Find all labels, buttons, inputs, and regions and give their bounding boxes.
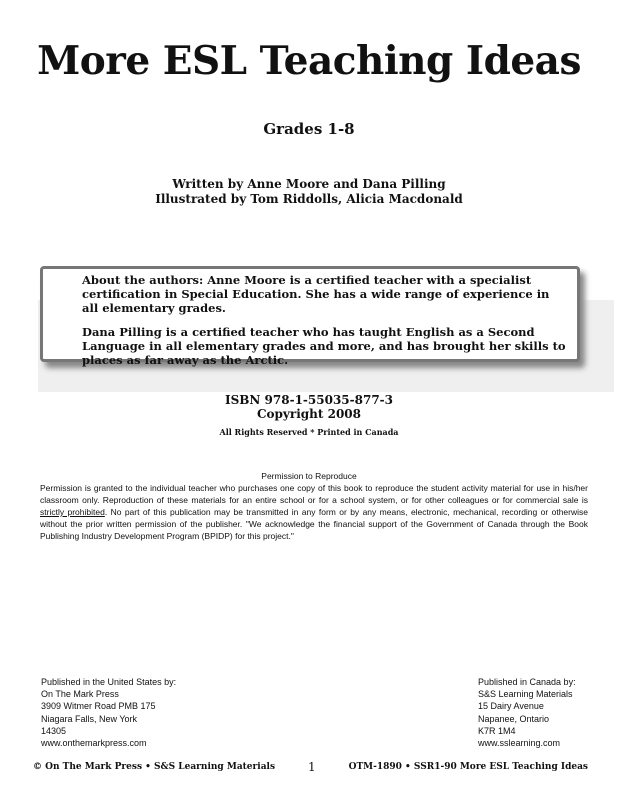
publisher-ca-address bbox=[478, 676, 576, 749]
permission-text-after: . No part of this publication may be transmitted in any form or by any means, electronic, mechanical, recording or otherwise without the prior written permission of the publisher. "We acknowledge the financial support of the Government of Canada through the Book Publishing Industry Development Program (BPIDP) for this project." bbox=[40, 507, 588, 541]
permission-text bbox=[40, 482, 588, 542]
publisher-us-heading: Published in the United States by: bbox=[41, 677, 177, 687]
illustrated-by: Illustrated by Tom Riddolls, Alicia Macdonald bbox=[155, 192, 463, 206]
publisher-ca-web: www.sslearning.com bbox=[478, 738, 561, 749]
copyright: Copyright 2008 bbox=[256, 407, 362, 421]
credits bbox=[0, 177, 618, 207]
publisher-ca-name: S&S Learning Materials bbox=[478, 689, 573, 700]
rights-reserved: All Rights Reserved * Printed in Canada bbox=[219, 427, 399, 437]
permission-emphasis: strictly prohibited bbox=[40, 507, 105, 517]
permission-text-before: Permission is granted to the individual teacher who purchases one copy of this book to reproduce the student activity material for use in his/her classroom only. Reproduction of these materials for an entire school or for a school system, or for other colleagues or for commercial sale is bbox=[40, 483, 588, 505]
footer-left: © On The Mark Press • S&S Learning Materials bbox=[33, 762, 276, 772]
publisher-us-web: www.onthemarkpress.com bbox=[41, 738, 147, 749]
footer-right: OTM-1890 • SSR1-90 More ESL Teaching Ideas bbox=[348, 762, 588, 772]
isbn-block bbox=[0, 393, 618, 439]
about-paragraph-2: Dana Pilling is a certified teacher who has taught English as a Second Language in all elementary grades and more, and has brought her skills to places as far away as the Arctic. bbox=[82, 325, 566, 367]
page-number: 1 bbox=[308, 760, 316, 774]
isbn: ISBN 978-1-55035-877-3 bbox=[224, 393, 394, 407]
publisher-ca-street: 15 Dairy Avenue bbox=[478, 701, 544, 712]
publisher-us-zip: 14305 bbox=[41, 725, 67, 736]
about-authors-box bbox=[40, 266, 580, 367]
publisher-ca-zip: K7R 1M4 bbox=[478, 725, 516, 736]
publisher-us-street: 3909 Witmer Road PMB 175 bbox=[41, 701, 156, 712]
written-by: Written by Anne Moore and Dana Pilling bbox=[172, 177, 446, 191]
publisher-ca-heading: Published in Canada by: bbox=[478, 677, 576, 687]
grades-label: Grades 1-8 bbox=[263, 120, 355, 138]
publisher-us-name: On The Mark Press bbox=[41, 689, 119, 700]
publisher-us-address bbox=[41, 676, 176, 749]
publisher-ca-city: Napanee, Ontario bbox=[478, 713, 550, 724]
about-paragraph-1: About the authors: Anne Moore is a certified teacher with a specialist certification in Special Education. She has a wide range of experience in all elementary grades. bbox=[82, 273, 550, 315]
permission-title: Permission to Reproduce bbox=[261, 471, 357, 481]
publisher-us-city: Niagara Falls, New York bbox=[41, 713, 138, 724]
page-title: More ESL Teaching Ideas bbox=[37, 38, 581, 84]
